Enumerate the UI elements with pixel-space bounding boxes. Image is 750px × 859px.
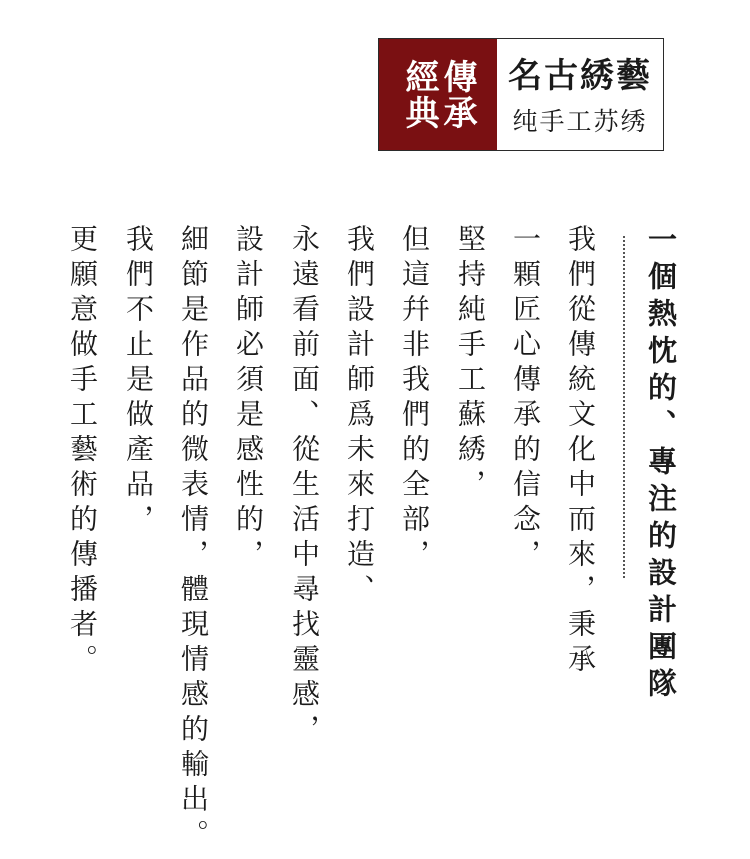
text-line-4: 但這幷非我們的全部， bbox=[398, 224, 431, 574]
seal-text-right: 傳承 bbox=[437, 58, 477, 131]
text-line-3: 堅持純手工蘇綉， bbox=[454, 224, 487, 504]
text-line-10: 更願意做手工藝術的傳播者。 bbox=[66, 224, 99, 679]
page-title: 一個熱忱的、專注的設計團隊 bbox=[644, 224, 678, 705]
text-line-6: 永遠看前面、從生活中尋找靈感， bbox=[288, 224, 321, 749]
logo-seal bbox=[379, 39, 497, 150]
brand-subtitle: 纯手工苏绣 bbox=[512, 107, 648, 136]
text-line-8: 細節是作品的微表情，體現情感的輸出。 bbox=[177, 224, 210, 854]
logo-wordmark bbox=[497, 39, 663, 150]
text-line-9: 我們不止是做產品， bbox=[122, 224, 155, 539]
seal-text-left: 經典 bbox=[399, 58, 439, 131]
text-line-7: 設計師必須是感性的， bbox=[232, 224, 265, 574]
text-line-1: 我們從傳統文化中而來，秉承 bbox=[564, 224, 597, 679]
brand-name: 名古綉藝 bbox=[508, 56, 652, 96]
text-line-2: 一顆匠心傳承的信念， bbox=[509, 224, 542, 574]
dotted-divider bbox=[623, 236, 625, 578]
brand-logo bbox=[378, 38, 664, 151]
text-line-5: 我們設計師爲未來打造、 bbox=[343, 224, 376, 609]
